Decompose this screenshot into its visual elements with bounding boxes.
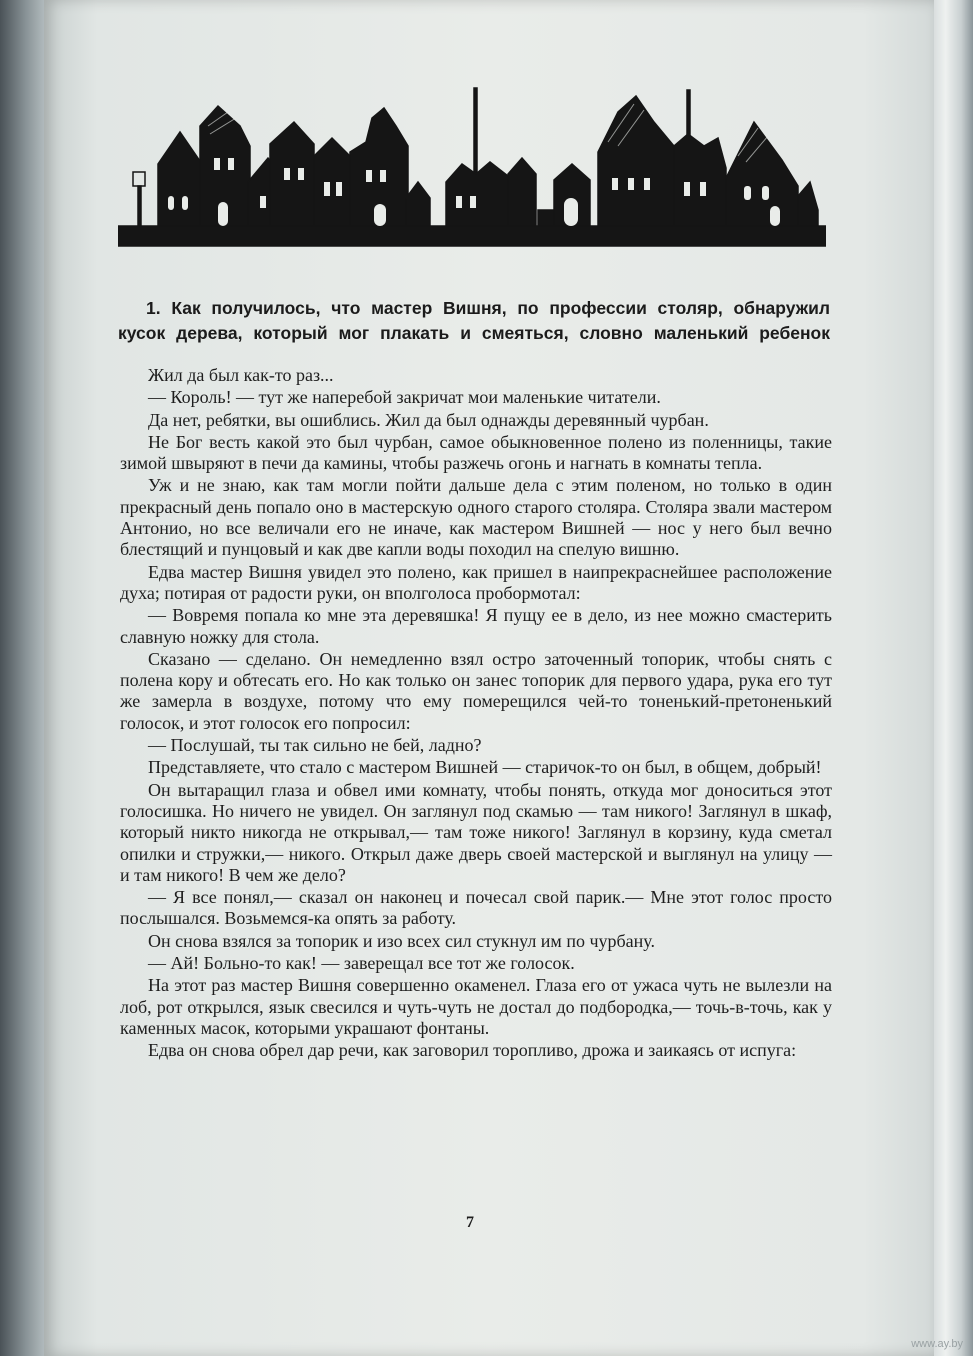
paragraph: Жил да был как-то раз... bbox=[148, 365, 334, 385]
chapter-heading bbox=[118, 296, 830, 346]
paragraph: Едва мастер Вишня увидел это полено, как пришел в наипрекраснейшее расположение духа; потирая от радости руки, он вполголоса пробормотал: bbox=[120, 561, 832, 603]
paragraph: Уж и не знаю, как там могли пойти дальше дела с этим поленом, но только в один прекрасный день попало оно в мастерскую одного старого столяра. Столяра звали мастером Антонио, но все величали его не иначе, как мастером Вишней — нос у него был вечно блестящий и пунцовый и как две капли воды походил на спелую вишню. bbox=[120, 475, 832, 560]
paragraph: — Ай! Больно-то как! — заверещал все тот же голосок. bbox=[148, 953, 575, 974]
watermark: www.ay.by bbox=[911, 1338, 963, 1350]
paragraph: Не Бог весть какой это был чурбан, самое обыкновенное полено из поленницы, такие зимой швыряют в печи да камины, чтобы разжечь огонь и нагнать в комнаты тепла. bbox=[120, 431, 832, 474]
book-spine bbox=[0, 0, 48, 1356]
paragraph: Едва он снова обрел дар речи, как заговорил торопливо, дрожа и заикаясь от испуга: bbox=[148, 1040, 797, 1061]
chapter-heading-line-2: кусок дерева, который мог плакать и смеяться, словно маленький ребенок bbox=[118, 323, 830, 343]
chapter-heading-line-1 bbox=[118, 296, 830, 321]
chapter-title-part-1: Как получилось, что мастер Вишня, по профессии столяр, обнаружил bbox=[171, 298, 830, 318]
paragraph: — Послушай, ты так сильно не бей, ладно? bbox=[148, 735, 482, 756]
page-edge bbox=[934, 0, 973, 1356]
town-skyline-illustration bbox=[118, 86, 826, 250]
chapter-number: 1. bbox=[146, 298, 161, 318]
paragraph: — Король! — тут же наперебой закричат мои маленькие читатели. bbox=[148, 387, 661, 408]
paragraph: Представляете, что стало с мастером Вишней — старичок-то он был, в общем, добрый! bbox=[148, 757, 822, 778]
paragraph: — Я все понял,— сказал он наконец и почесал свой парик.— Мне этот голос просто послышался. Возьмемся-ка опять за работу. bbox=[120, 887, 832, 929]
paragraph: Он снова взялся за топорик и изо всех сил стукнул им по чурбану. bbox=[148, 930, 655, 951]
paragraph: На этот раз мастер Вишня совершенно окаменел. Глаза его от ужаса чуть не вылезли на лоб, рот открылся, язык свесился и чуть-чуть не достал до подбородка,— точь-в-точь, как у каменных масок, которыми украшают фонтаны. bbox=[120, 975, 832, 1038]
paragraph: — Вовремя попала ко мне эта деревяшка! Я пущу ее в дело, из нее можно смастерить славную ножку для стола. bbox=[120, 605, 832, 647]
paragraph: Да нет, ребятки, вы ошиблись. Жил да был однажды деревянный чурбан. bbox=[148, 409, 709, 430]
paragraph: Сказано — сделано. Он немедленно взял остро заточенный топорик, чтобы снять с полена кору и обтесать его. Но как только он занес топорик для первого удара, рука его тут же замерла в воздухе, потому что ему померещился чей-то тоненький-претоненький голосок, и этот голосок его попросил: bbox=[120, 648, 832, 733]
paragraph: Он вытаращил глаза и обвел ими комнату, чтобы понять, откуда мог доноситься этот голосишка. Но ничего не увидел. Он заглянул под скамью — там никого! Заглянул в шкаф, который никто никогда не открывал,— там тоже никого! Заглянул в корзину, куда сметал опилки и стружки,— никого. Открыл даже дверь своей мастерской и выглянул на улицу — и там никого! В чем же дело? bbox=[120, 779, 832, 885]
page-number: 7 bbox=[466, 1214, 474, 1231]
chapter-text bbox=[120, 365, 832, 1063]
